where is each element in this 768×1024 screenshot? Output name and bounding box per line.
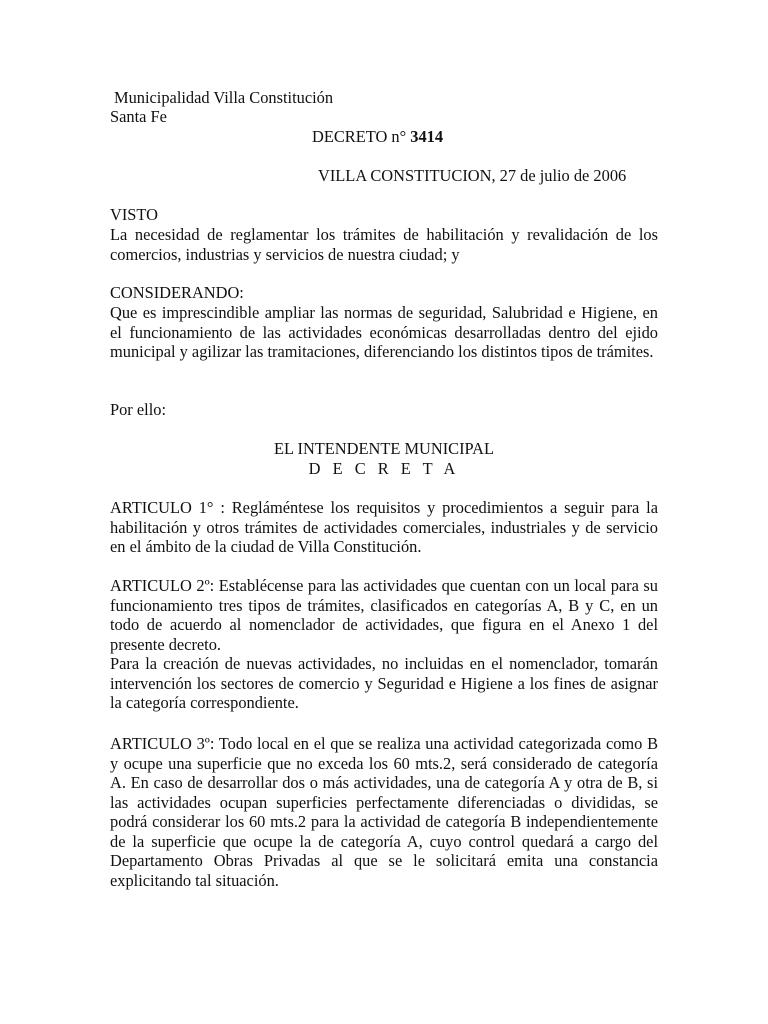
por-ello: Por ello: [110,400,166,419]
municipality-name: Municipalidad Villa Constitución [114,88,334,107]
visto-text: La necesidad de reglamentar los trámites de habilitación y revalidación de los comercios, industrias y servicios de nuestra ciudad; y [110,225,658,264]
place-date: VILLA CONSTITUCION, 27 de julio de 2006 [318,166,627,185]
decreta-heading: D E C R E T A [308,459,460,478]
decree-label: DECRETO n° [312,127,407,146]
authority-title: EL INTENDENTE MUNICIPAL [273,439,495,458]
article-2: ARTICULO 2º: Establécense para las actividades que cuentan con un local para su funcionamiento tres tipos de trámites, clasificados en categorías A, B y C, en un todo de acuerdo al nomenclador de actividades, que figura en el Anexo 1 del presente decreto. [110,576,658,654]
visto-heading: VISTO [110,205,158,224]
considerando-text: Que es imprescindible ampliar las normas de seguridad, Salubridad e Higiene, en el funcionamiento de las actividades económicas desarrolladas dentro del ejido municipal y agilizar las tramitaciones, diferenciando los distintos tipos de trámites. [110,303,658,361]
decree-title [312,127,443,147]
province-name: Santa Fe [110,107,167,126]
decree-number: 3414 [410,127,444,146]
article-1: ARTICULO 1° : Regláméntese los requisitos y procedimientos a seguir para la habilitación y otros trámites de actividades comerciales, industriales y de servicio en el ámbito de la ciudad de Villa Constitución. [110,498,658,556]
considerando-heading: CONSIDERANDO: [110,283,244,302]
article-2-paragraph-2: Para la creación de nuevas actividades, no incluidas en el nomenclador, tomarán intervención los sectores de comercio y Seguridad e Higiene a los fines de asignar la categoría correspondiente. [110,654,658,712]
article-3: ARTICULO 3º: Todo local en el que se realiza una actividad categorizada como B y ocupe una superficie que no exceda los 60 mts.2, será considerado de categoría A. En caso de desarrollar dos o más actividades, una de categoría A y otra de B, si las actividades ocupan superficies perfectamente diferenciadas o divididas, se podrá considerar los 60 mts.2 para la actividad de categoría B independientemente de la superficie que ocupe la de categoría A, cuyo control quedará a cargo del Departamento Obras Privadas al que se le solicitará emita una constancia explicitando tal situación. [110,734,658,890]
